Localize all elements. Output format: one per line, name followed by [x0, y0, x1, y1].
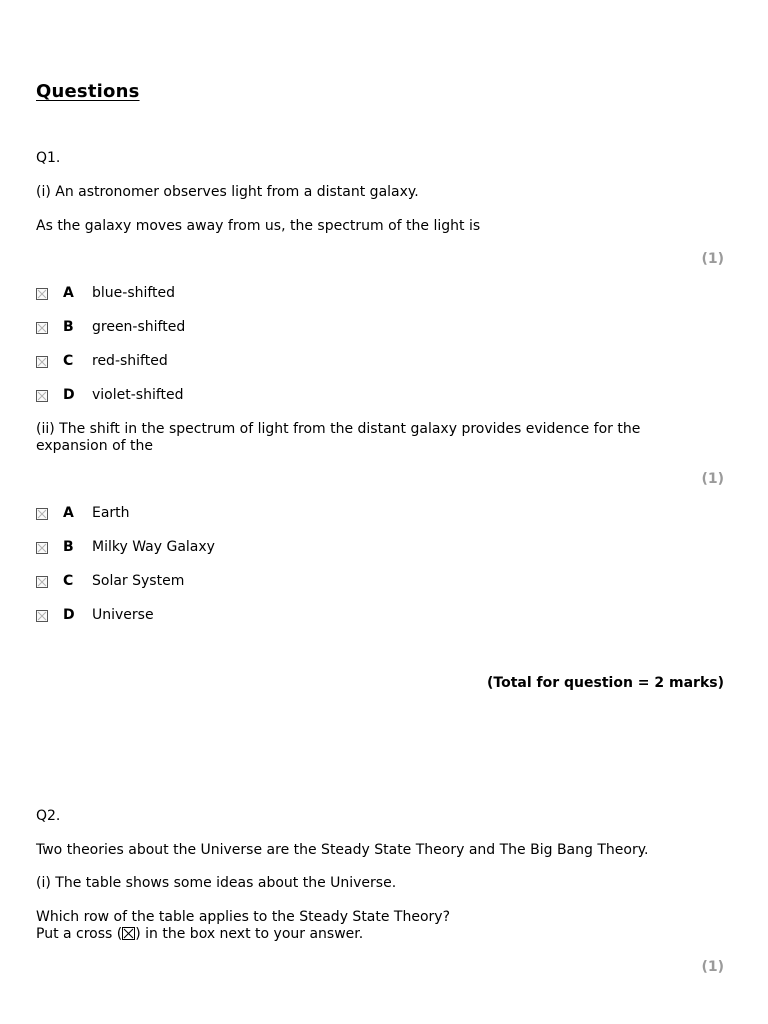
- q2-part-i-stem: (i) The table shows some ideas about the Universe.: [36, 875, 397, 891]
- q1-i-option-d[interactable]: [36, 386, 184, 404]
- option-letter: B: [63, 539, 74, 555]
- instruction-text-before: Put a cross (: [36, 926, 123, 942]
- option-text: Milky Way Galaxy: [92, 539, 215, 555]
- answer-checkbox[interactable]: [36, 542, 48, 554]
- q2-part-i-prompt: Which row of the table applies to the Steady State Theory?: [36, 909, 451, 925]
- option-letter: C: [63, 573, 74, 589]
- option-text: violet-shifted: [92, 387, 184, 403]
- q1-ii-option-b[interactable]: [36, 538, 215, 556]
- option-letter: D: [63, 607, 75, 623]
- option-letter: A: [63, 505, 74, 521]
- option-text: Universe: [92, 607, 154, 623]
- question-page: [36, 0, 724, 1024]
- instruction-text-after: ) in the box next to your answer.: [135, 926, 364, 942]
- answer-checkbox[interactable]: [36, 322, 48, 334]
- q1-i-option-c[interactable]: [36, 352, 168, 370]
- q1-part-ii-stem: (ii) The shift in the spectrum of light from the distant galaxy provides evidence for the expansion of the: [36, 421, 641, 454]
- answer-checkbox[interactable]: [36, 288, 48, 300]
- q2-instruction: [36, 926, 363, 943]
- q1-ii-option-c[interactable]: [36, 572, 184, 590]
- q1-part-i-prompt: As the galaxy moves away from us, the spectrum of the light is: [36, 218, 481, 234]
- cross-box-icon: [122, 927, 135, 940]
- option-text: blue-shifted: [92, 285, 176, 301]
- option-letter: C: [63, 353, 74, 369]
- page-heading: Questions: [36, 81, 140, 102]
- answer-checkbox[interactable]: [36, 576, 48, 588]
- q1-ii-option-a[interactable]: [36, 504, 130, 522]
- option-text: Solar System: [92, 573, 185, 589]
- q1-ii-option-d[interactable]: [36, 606, 154, 624]
- q1-i-option-a[interactable]: [36, 284, 175, 302]
- q1-total-marks: (Total for question = 2 marks): [487, 675, 724, 691]
- option-text: Earth: [92, 505, 130, 521]
- q2-number: Q2.: [36, 808, 61, 824]
- q1-part-i-marks: (1): [701, 251, 724, 267]
- q1-part-ii-marks: (1): [701, 471, 724, 487]
- answer-checkbox[interactable]: [36, 508, 48, 520]
- answer-checkbox[interactable]: [36, 390, 48, 402]
- q2-part-i-marks: (1): [701, 959, 724, 975]
- q2-intro: Two theories about the Universe are the Steady State Theory and The Big Bang Theory.: [36, 842, 649, 858]
- option-text: green-shifted: [92, 319, 186, 335]
- q1-number: Q1.: [36, 150, 61, 166]
- option-letter: A: [63, 285, 74, 301]
- answer-checkbox[interactable]: [36, 356, 48, 368]
- q1-part-i-stem: (i) An astronomer observes light from a distant galaxy.: [36, 184, 419, 200]
- answer-checkbox[interactable]: [36, 610, 48, 622]
- option-letter: D: [63, 387, 75, 403]
- option-text: red-shifted: [92, 353, 168, 369]
- option-letter: B: [63, 319, 74, 335]
- q1-i-option-b[interactable]: [36, 318, 185, 336]
